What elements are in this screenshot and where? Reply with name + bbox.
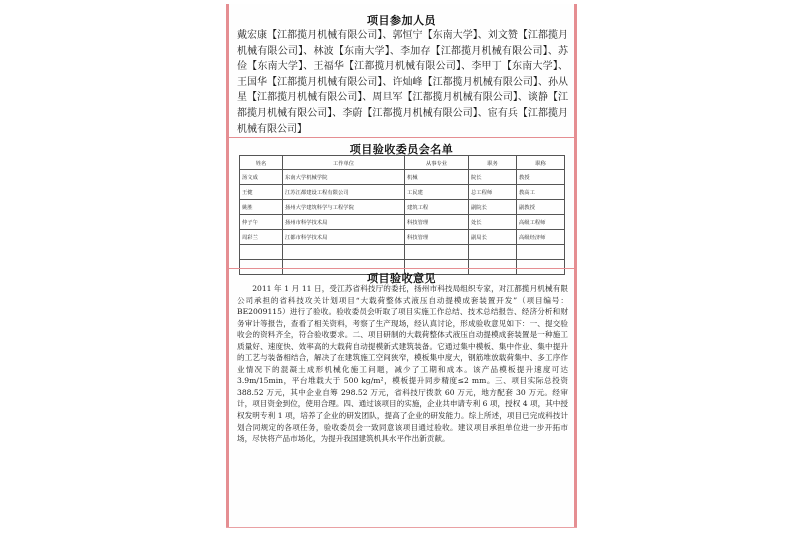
cell-name: 王健 [240,185,283,200]
table-row [240,170,565,185]
table-row [240,230,565,245]
cell-empty [240,245,283,260]
cell-title: 教高工 [517,185,565,200]
document-sheet [226,4,577,528]
cell-specialty: 机械 [405,170,469,185]
cell-position: 总工程师 [469,185,517,200]
cell-position: 副局长 [469,230,517,245]
opinion-text: 2011 年 1 月 11 日，受江苏省科技厅的委托，扬州市科技局组织专家，对江都揽月机械有限公司承担的省科技攻关计划项目“大载荷整体式液压自动提模成套装置开发”（项目编号：BE2009115）进行了验收。验收委员会听取了项目实施工作总结、技术总结报告、经济分析和财务审计等报告，查看了相关资料，考察了生产现场，经认真讨论，形成验收意见如下：一、提交验收会的资料齐全，符合验收要求。二、项目研制的大载荷整体式液压自动提模成套装置是一种施工质量好、速度快、效率高的大载荷自动提模新式建筑装备。它通过集中模板、集中作业、集中提升的工艺与装备相结合，解决了在建筑施工空间狭窄，模板集中度大，钢筋堆放载荷集中、多工序作业情况下的混凝土成形机械化施工问题，减少了工期和成本。该产品模板提升速度可达 3.9m/15min，平台堆载大于 500 kg/m²，模板提升同步精度≤2 mm。三、项目实际总投资 388.52 万元，其中企业自筹 298.52 万元，省科技厅拨款 60 万元，地方配套 30 万元。经审计，项目资金到位，使用合理。四、通过该项目的实施，企业共申请专利 6 项，授权 4 项，其中授权发明专利 1 项，培养了企业的研发团队，提高了企业的研发能力。综上所述，项目已完成科技计划合同规定的各项任务，验收委员会一致同意该项目通过验收。建议项目承担单位进一步开拓市场，尽快将产品市场化，为提升我国建筑机具水平作出新贡献。 [237,284,568,444]
section-divider [229,268,574,269]
header-unit: 工作单位 [283,156,405,170]
table-row-empty [240,245,565,260]
participants-text: 戴宏康【江都揽月机械有限公司】、郭恒宁【东南大学】、刘文赞【江都揽月机械有限公司】、林波【东南大学】、李加存【江都揽月机械有限公司】、苏俭【东南大学】、王福华【江都揽月机械有限公司】、李甲丁【东南大学】、王国华【江都揽月机械有限公司】、许灿峰【江都揽月机械有限公司】、孙从星【江都揽月机械有限公司】、周旦军【江都揽月机械有限公司】、谈静【江都揽月机械有限公司】、李蔚【江都揽月机械有限公司】、宦有兵【江都揽月机械有限公司】 [237,30,568,135]
cell-unit: 扬州市科学技术局 [283,215,405,230]
cell-position: 处长 [469,215,517,230]
opinion-title: 项目验收意见 [367,272,436,285]
cell-name: 周彩兰 [240,230,283,245]
committee-header-row [240,156,565,170]
cell-empty [517,245,565,260]
sheet-bottom-edge [226,527,577,528]
committee-table [239,155,565,275]
committee-title: 项目验收委员会名单 [349,143,454,156]
cell-specialty: 科技管理 [405,215,469,230]
cell-title: 副教授 [517,200,565,215]
cell-name: 汤文成 [240,170,283,185]
header-title: 职称 [517,156,565,170]
table-row [240,215,565,230]
cell-unit: 江苏江都建设工程有限公司 [283,185,405,200]
table-row [240,185,565,200]
cell-specialty: 工民建 [405,185,469,200]
section-divider [229,137,574,138]
participants-title: 项目参加人员 [367,14,436,27]
cell-specialty: 建筑工程 [405,200,469,215]
table-row [240,200,565,215]
cell-name: 仲子午 [240,215,283,230]
cell-position: 副院长 [469,200,517,215]
cell-title: 高级经济师 [517,230,565,245]
cell-unit: 东南大学机械学院 [283,170,405,185]
cell-specialty: 科技管理 [405,230,469,245]
cell-title: 高级工程师 [517,215,565,230]
header-name: 姓名 [240,156,283,170]
cell-unit: 江都市科学技术局 [283,230,405,245]
cell-position: 院长 [469,170,517,185]
cell-title: 教授 [517,170,565,185]
header-position: 职务 [469,156,517,170]
cell-empty [405,245,469,260]
cell-empty [283,245,405,260]
header-specialty: 从事专业 [405,156,469,170]
cell-name: 姚胜 [240,200,283,215]
cell-empty [469,245,517,260]
cell-unit: 扬州大学建筑科学与工程学院 [283,200,405,215]
